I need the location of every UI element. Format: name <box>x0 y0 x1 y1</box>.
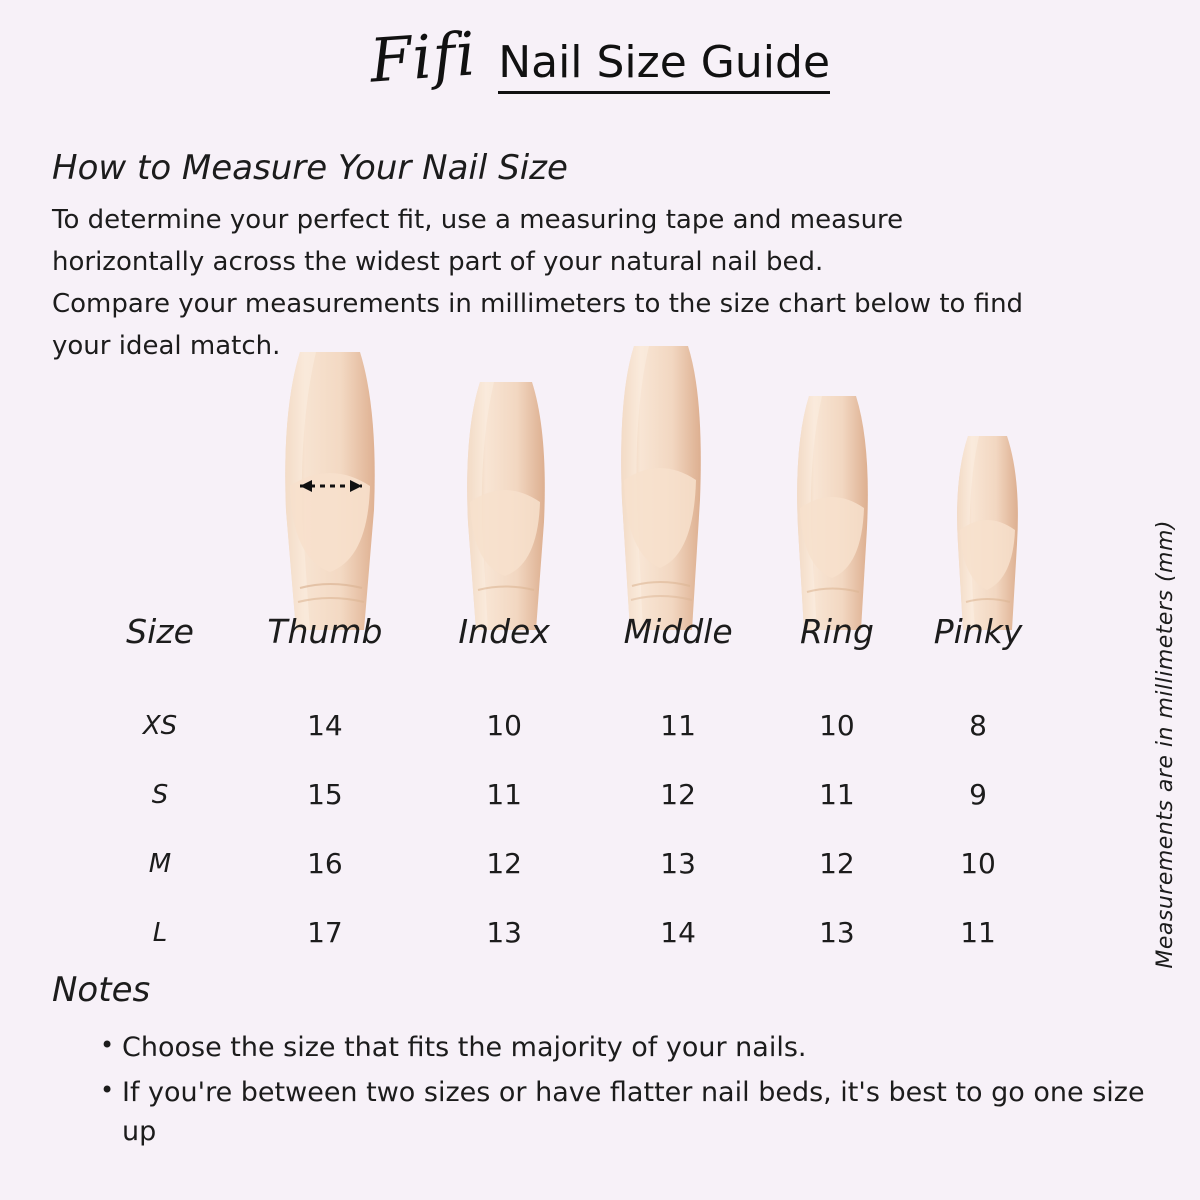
cell-thumb: 14 <box>307 709 343 742</box>
cell-ring: 13 <box>819 916 855 949</box>
notes-list <box>78 1028 1150 1157</box>
table-row <box>95 829 1055 898</box>
cell-ring: 10 <box>819 709 855 742</box>
column-header-size: Size <box>126 612 194 651</box>
cell-index: 12 <box>486 847 522 880</box>
brand-logo: Fifi <box>367 19 479 97</box>
cell-index: 10 <box>486 709 522 742</box>
page-header <box>0 19 1200 97</box>
list-item: • Choose the size that fits the majority of your nails. <box>100 1028 1150 1067</box>
nail-pinky-illustration <box>944 424 1030 630</box>
cell-pinky: 10 <box>960 847 996 880</box>
column-header-thumb: Thumb <box>267 612 383 651</box>
column-header-pinky: Pinky <box>933 612 1023 651</box>
intro-line-2: horizontally across the widest part of your natural nail bed. <box>52 246 824 277</box>
table-row <box>95 898 1055 967</box>
cell-thumb: 17 <box>307 916 343 949</box>
cell-middle: 14 <box>660 916 696 949</box>
cell-ring: 11 <box>819 778 855 811</box>
how-to-measure-heading: How to Measure Your Nail Size <box>52 148 568 188</box>
notes-heading: Notes <box>52 970 151 1010</box>
cell-pinky: 8 <box>969 709 987 742</box>
measurement-unit-note: Measurements are in millimeters (mm) <box>1153 520 1178 969</box>
column-header-ring: Ring <box>799 612 874 651</box>
cell-middle: 12 <box>660 778 696 811</box>
nail-illustrations <box>0 340 1200 630</box>
intro-line-3: Compare your measurements in millimeters to the size chart below to find <box>52 288 1024 319</box>
column-header-middle: Middle <box>623 612 733 651</box>
cell-pinky: 9 <box>969 778 987 811</box>
cell-size: M <box>148 848 172 879</box>
cell-middle: 13 <box>660 847 696 880</box>
nail-middle-illustration <box>604 340 716 630</box>
cell-index: 13 <box>486 916 522 949</box>
nail-index-illustration <box>450 372 560 630</box>
page-title: Nail Size Guide <box>498 41 830 94</box>
cell-ring: 12 <box>819 847 855 880</box>
table-row <box>95 760 1055 829</box>
intro-line-4: your ideal match. <box>52 330 281 361</box>
size-chart <box>95 612 1055 967</box>
cell-thumb: 15 <box>307 778 343 811</box>
list-item: • If you're between two sizes or have flatter nail beds, it's best to go one size up <box>100 1073 1150 1151</box>
cell-index: 11 <box>486 778 522 811</box>
cell-size: S <box>151 779 169 810</box>
cell-size: L <box>152 917 168 948</box>
nail-ring-illustration <box>782 382 882 630</box>
cell-size: XS <box>142 710 178 741</box>
cell-middle: 11 <box>660 709 696 742</box>
table-row <box>95 691 1055 760</box>
cell-pinky: 11 <box>960 916 996 949</box>
size-table <box>95 612 1055 967</box>
intro-line-1: To determine your perfect fit, use a measuring tape and measure <box>52 205 904 235</box>
cell-thumb: 16 <box>307 847 343 880</box>
nail-thumb-illustration <box>266 340 394 630</box>
table-header-row <box>95 612 1055 691</box>
column-header-index: Index <box>458 612 550 651</box>
